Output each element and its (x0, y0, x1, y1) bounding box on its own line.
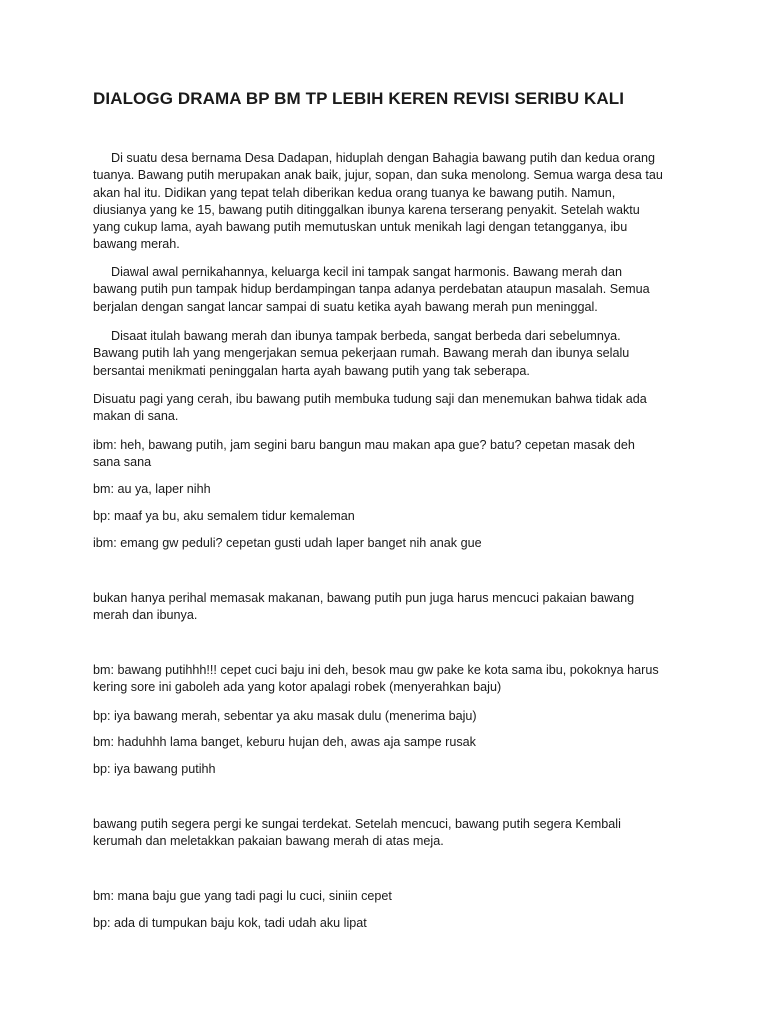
paragraph-morning: Disuatu pagi yang cerah, ibu bawang putih membuka tudung saji dan menemukan bahwa tidak ada makan di sana. (93, 392, 647, 424)
paragraph-river: bawang putih segera pergi ke sungai terdekat. Setelah mencuci, bawang putih segera Kembali kerumah dan meletakkan pakaian bawang merah di atas meja. (93, 817, 621, 849)
dialog-line: bm: mana baju gue yang tadi pagi lu cuci, siniin cepet (93, 889, 392, 903)
dialog-line: bp: maaf ya bu, aku semalem tidur kemaleman (93, 509, 355, 523)
dialog-line: ibm: emang gw peduli? cepetan gusti udah laper banget nih anak gue (93, 536, 482, 550)
dialog-line: bm: au ya, laper nihh (93, 482, 211, 496)
dialog-line: bm: haduhhh lama banget, keburu hujan deh, awas aja sampe rusak (93, 735, 476, 749)
dialog-line: bm: bawang putihhh!!! cepet cuci baju ini deh, besok mau gw pake ke kota sama ibu, pokoknya harus kering sore ini gaboleh ada yang kotor apalagi robek (menyerahkan baju) (93, 663, 659, 695)
dialog-line: bp: ada di tumpukan baju kok, tadi udah aku lipat (93, 916, 367, 930)
dialog-line: bp: iya bawang putihh (93, 762, 216, 776)
paragraph-change: Disaat itulah bawang merah dan ibunya tampak berbeda, sangat berbeda dari sebelumnya. Bawang putih lah yang mengerjakan semua pekerjaan rumah. Bawang merah dan ibunya selalu bersantai menikmati peninggalan harta ayah bawang putih yang tak seberapa. (93, 329, 630, 378)
document-title: DIALOGG DRAMA BP BM TP LEBIH KEREN REVISI SERIBU KALI (93, 89, 625, 108)
paragraph-intro: Di suatu desa bernama Desa Dadapan, hiduplah dengan Bahagia bawang putih dan kedua orang tuanya. Bawang putih merupakan anak baik, jujur, sopan, dan suka menolong. Semua warga desa tau akan hal itu. Didikan yang tepat telah diberikan kedua orang tuanya ke bawang putih. Namun, diusianya yang ke 15, bawang putih ditinggalkan ibunya karena terserang penyakit. Setelah waktu yang cukup lama, ayah bawang putih memutuskan untuk menikah lagi dengan tetangganya, ibu bawang merah. (93, 151, 663, 252)
paragraph-marriage: Diawal awal pernikahannya, keluarga kecil ini tampak sangat harmonis. Bawang merah dan bawang putih pun tampak hidup berdampingan tanpa adanya perdebatan ataupun masalah. Semua berjalan dengan sangat lancar sampai di suatu ketika ayah bawang merah pun meninggal. (93, 265, 650, 314)
dialog-line: bp: iya bawang merah, sebentar ya aku masak dulu (menerima baju) (93, 709, 477, 723)
dialog-line: ibm: heh, bawang putih, jam segini baru bangun mau makan apa gue? batu? cepetan masak deh sana sana (93, 438, 635, 470)
paragraph-washing: bukan hanya perihal memasak makanan, bawang putih pun juga harus mencuci pakaian bawang merah dan ibunya. (93, 591, 635, 623)
